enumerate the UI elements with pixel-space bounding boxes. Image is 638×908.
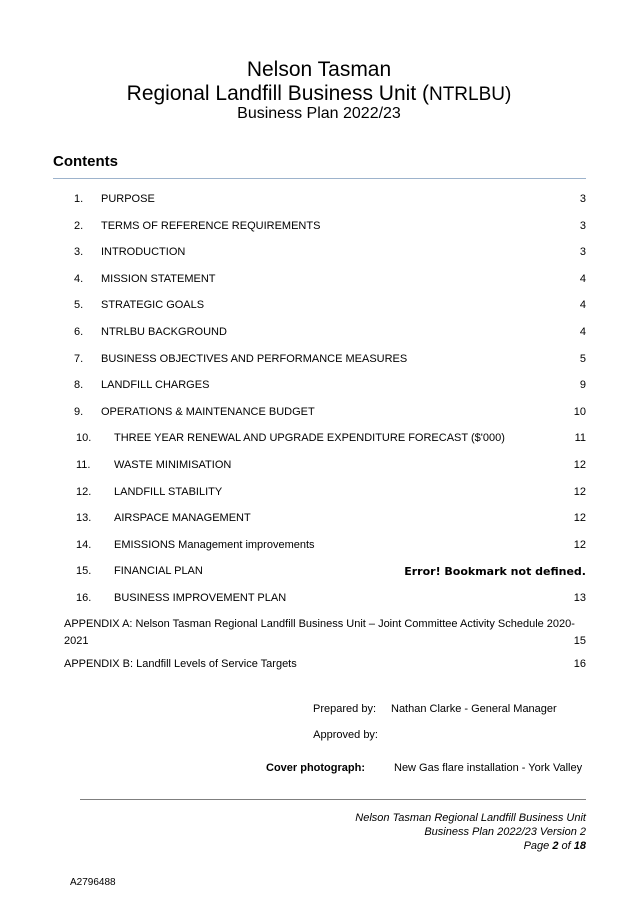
appendix-label: APPENDIX A: Nelson Tasman Regional Landfill Business Unit – Joint Committee Activity Schedule 2020-2021: [64, 618, 575, 647]
toc-entry-number: 3.: [74, 246, 84, 258]
toc-entry-page: 12: [573, 512, 586, 524]
toc-entry[interactable]: [53, 459, 586, 477]
title-line-2-main: Regional Landfill Business Unit (: [126, 81, 429, 105]
toc-entry[interactable]: [53, 193, 586, 211]
toc-entry-label: LANDFILL STABILITY: [114, 486, 223, 498]
toc-entry-page: 4: [579, 326, 586, 338]
toc-entry-number: 7.: [74, 353, 84, 365]
toc-entry-page: 9: [579, 379, 586, 391]
toc-entry-page: 3: [579, 246, 586, 258]
toc-entry-label: THREE YEAR RENEWAL AND UPGRADE EXPENDITURE FORECAST ($'000): [114, 432, 505, 444]
toc-entry-number: 6.: [74, 326, 84, 338]
cover-photo-label: Cover photograph:: [266, 762, 365, 774]
toc-entry-label: INTRODUCTION: [101, 246, 186, 258]
toc-entry-page: 13: [573, 592, 586, 604]
appendix-page: 16: [573, 658, 586, 670]
toc-entry-label: MISSION STATEMENT: [101, 273, 216, 285]
footer-divider: [80, 799, 586, 800]
toc-entry-page: 11: [574, 432, 586, 444]
toc-entry-page: Error! Bookmark not defined.: [404, 565, 586, 578]
toc-entry[interactable]: [53, 512, 586, 530]
toc-entry-label: BUSINESS IMPROVEMENT PLAN: [114, 592, 287, 604]
title-line-1: Nelson Tasman: [246, 58, 392, 81]
toc-appendix-b[interactable]: [64, 656, 586, 673]
toc-appendix-a[interactable]: [64, 616, 586, 650]
toc-entry-number: 10.: [76, 432, 92, 444]
toc-entry-page: 4: [579, 299, 586, 311]
toc-entry[interactable]: [53, 565, 586, 583]
toc-entry-number: 15.: [76, 565, 92, 577]
toc-entry[interactable]: [53, 406, 586, 424]
toc-entry-label: STRATEGIC GOALS: [101, 299, 205, 311]
appendix-label: APPENDIX B: Landfill Levels of Service Targets: [64, 658, 297, 670]
toc-entry-number: 13.: [76, 512, 92, 524]
toc-entry-number: 2.: [74, 220, 84, 232]
cover-photo-value: New Gas flare installation - York Valley: [394, 762, 583, 774]
toc-entry-label: PURPOSE: [101, 193, 155, 205]
toc-entry-number: 4.: [74, 273, 84, 285]
footer-line-1: Nelson Tasman Regional Landfill Business Unit: [355, 812, 586, 824]
title-line-3: Business Plan 2022/23: [237, 105, 401, 123]
prepared-by-label: Prepared by:: [313, 703, 376, 715]
toc-entry-number: 16.: [76, 592, 92, 604]
toc-entry-label: EMISSIONS Management improvements: [114, 539, 315, 551]
document-title: [0, 58, 638, 124]
title-line-2-acronym: NTRLBU): [428, 83, 512, 105]
contents-heading: Contents: [53, 153, 118, 170]
document-reference: A2796488: [70, 877, 116, 888]
toc-entry[interactable]: [53, 592, 586, 610]
toc-entry-label: WASTE MINIMISATION: [114, 459, 232, 471]
toc-entry-label: TERMS OF REFERENCE REQUIREMENTS: [101, 220, 321, 232]
toc-entry-page: 10: [573, 406, 586, 418]
toc-entry[interactable]: [53, 379, 586, 397]
toc-entry-label: AIRSPACE MANAGEMENT: [114, 512, 251, 524]
footer-page-number: Page 2 of 18: [523, 840, 586, 852]
toc-entry-label: BUSINESS OBJECTIVES AND PERFORMANCE MEASURES: [101, 353, 408, 365]
contents-divider: [53, 178, 586, 179]
toc-entry-page: 12: [573, 539, 586, 551]
toc-entry[interactable]: [53, 539, 586, 557]
toc-entry[interactable]: [53, 486, 586, 504]
page-total: 18: [573, 840, 586, 852]
toc-entry-number: 9.: [74, 406, 84, 418]
toc-entry-page: 3: [579, 220, 586, 232]
toc-entry-label: LANDFILL CHARGES: [101, 379, 210, 391]
toc-entry-page: 3: [579, 193, 586, 205]
approved-by-label: Approved by:: [313, 729, 378, 741]
prepared-by-value: Nathan Clarke - General Manager: [391, 703, 557, 715]
toc-entry-number: 5.: [74, 299, 84, 311]
toc-entry-number: 1.: [74, 193, 84, 205]
toc-entry[interactable]: [53, 432, 586, 450]
page-current: 2: [552, 840, 559, 852]
footer-line-2: Business Plan 2022/23 Version 2: [424, 826, 586, 838]
appendix-page: 15: [573, 635, 586, 647]
toc-entry-page: 4: [579, 273, 586, 285]
toc-entry[interactable]: [53, 326, 586, 344]
toc-entry[interactable]: [53, 246, 586, 264]
page-footer: [355, 811, 586, 853]
toc-entry[interactable]: [53, 299, 586, 317]
toc-entry[interactable]: [53, 220, 586, 238]
toc-entry-label: OPERATIONS & MAINTENANCE BUDGET: [101, 406, 315, 418]
toc-entry[interactable]: [53, 353, 586, 371]
toc-entry-number: 12.: [76, 486, 92, 498]
toc-entry-number: 11.: [76, 459, 91, 471]
toc-entry-label: NTRLBU BACKGROUND: [101, 326, 227, 338]
toc-entry-page: 5: [579, 353, 586, 365]
toc-entry-page: 12: [573, 486, 586, 498]
toc-entry-page: 12: [573, 459, 586, 471]
toc-entry-number: 14.: [76, 539, 92, 551]
title-line-2: [0, 82, 638, 106]
toc-entry[interactable]: [53, 273, 586, 291]
toc-entry-number: 8.: [74, 379, 84, 391]
toc-entry-label: FINANCIAL PLAN: [114, 565, 203, 577]
